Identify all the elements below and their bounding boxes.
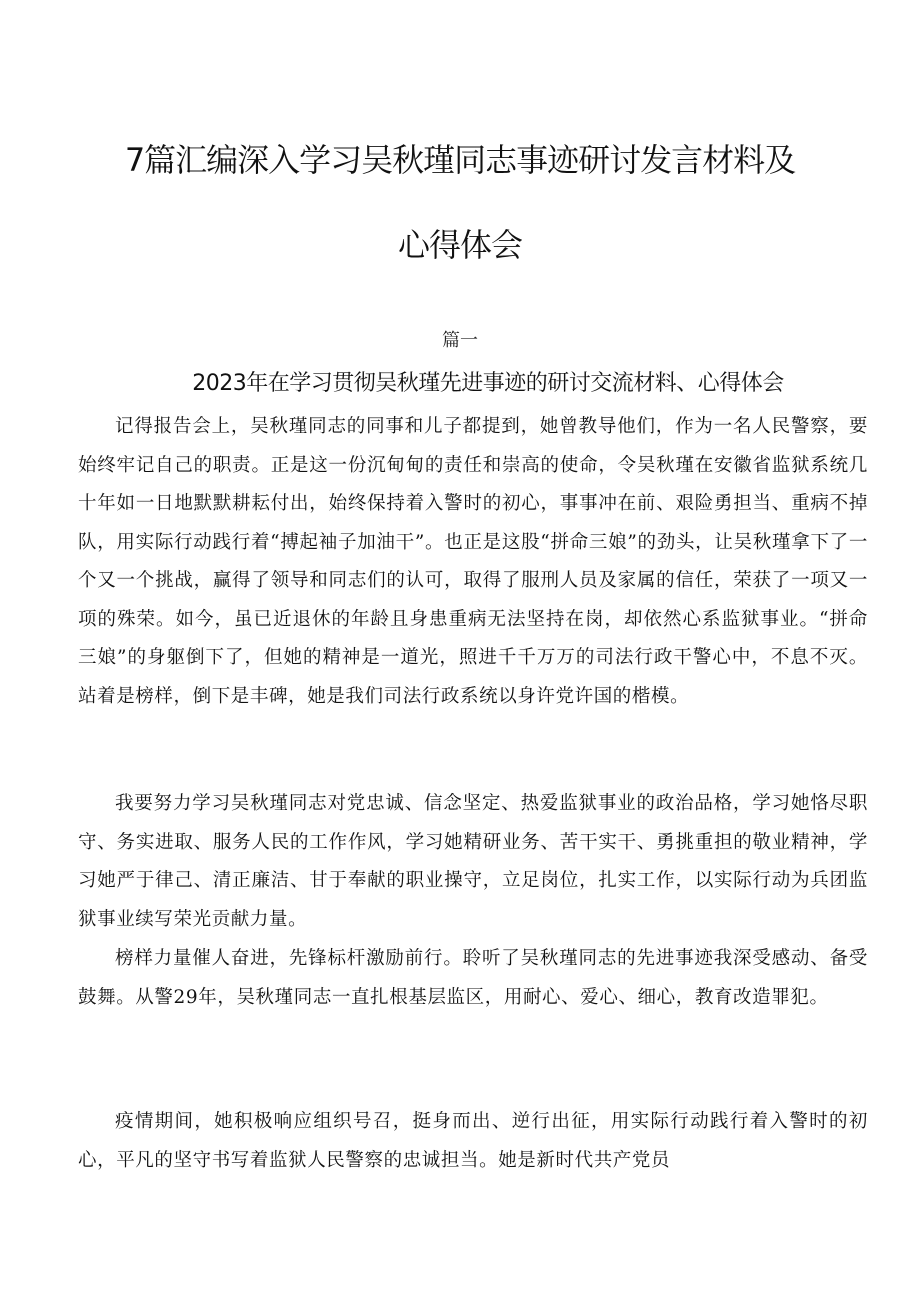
section-label: 篇一 bbox=[442, 330, 478, 351]
body-paragraph-1: 记得报告会上，吴秋瑾同志的同事和儿子都提到，她曾教导他们，作为一名人民警察，要始终牢记自己的职责。正是这一份沉甸甸的责任和崇高的使命，令吴秋瑾在安徽省监狱系统几十年如一日地默默耕耘付出，始终保持着入警时的初心，事事冲在前、艰险勇担当、重病不掉队，用实际行动践行着“搏起袖子加油干”。也正是这股“拼命三娘”的劲头，让吴秋瑾拿下了一个又一个挑战，赢得了领导和同志们的认可，取得了服刑人员及家属的信任，荣获了一项又一项的殊荣。如今，虽已近退休的年龄且身患重病无法坚持在岗，却依然心系监狱事业。“拼命三娘”的身躯倒下了，但她的精神是一道光，照进千千万万的司法行政干警心中，不息不灭。站着是榜样，倒下是丰碑，她是我们司法行政系统以身许党许国的楷模。 bbox=[78, 416, 868, 707]
document-title-line-1: 7篇汇编深入学习吴秋瑾同志事迹研讨发言材料及 bbox=[124, 141, 796, 179]
section-subtitle: 2023年在学习贯彻吴秋瑾先进事迹的研讨交流材料、心得体会 bbox=[192, 371, 784, 396]
body-paragraph-3: 榜样力量催人奋进，先锋标杆激励前行。聆听了吴秋瑾同志的先进事迹我深受感动、备受鼓舞。从警29年，吴秋瑾同志一直扎根基层监区，用耐心、爱心、细心，教育改造罪犯。 bbox=[78, 948, 868, 1008]
body-paragraph-2: 我要努力学习吴秋瑾同志对党忠诚、信念坚定、热爱监狱事业的政治品格，学习她恪尽职守、务实进取、服务人民的工作作风，学习她精研业务、苦干实干、勇挑重担的敬业精神，学习她严于律己、清正廉洁、甘于奉献的职业操守，立足岗位，扎实工作，以实际行动为兵团监狱事业续写荣光贡献力量。 bbox=[78, 793, 868, 930]
document-title-line-2: 心得体会 bbox=[397, 226, 522, 264]
body-paragraph-4: 疫情期间，她积极响应组织号召，挺身而出、逆行出征，用实际行动践行着入警时的初心，平凡的坚守书写着监狱人民警察的忠诚担当。她是新时代共产党员 bbox=[78, 1111, 868, 1171]
